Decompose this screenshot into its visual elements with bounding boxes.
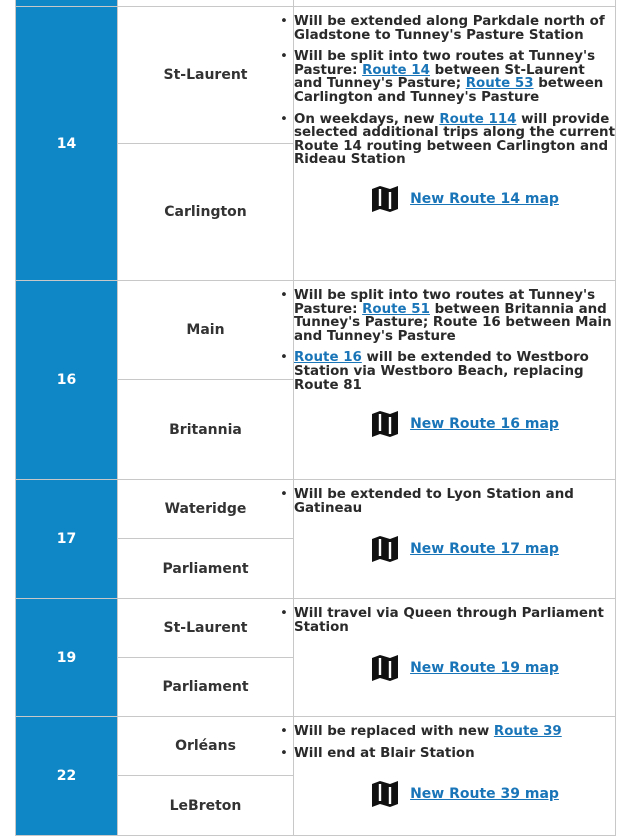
change-text: On weekdays, new bbox=[294, 111, 440, 127]
change-text: between Britannia and Tunney's Pasture; Route 16 between Main and Tunney's Pasture bbox=[294, 301, 612, 344]
table-row bbox=[16, 480, 616, 539]
change-item bbox=[294, 607, 615, 634]
description-cell bbox=[294, 599, 616, 717]
route-link[interactable]: Route 114 bbox=[439, 111, 517, 127]
change-list bbox=[294, 289, 615, 392]
terminal-cell: Wateridge bbox=[118, 480, 294, 539]
change-item bbox=[294, 351, 615, 392]
terminal-cell: Britannia bbox=[118, 380, 294, 480]
change-item bbox=[294, 289, 615, 343]
change-list bbox=[294, 488, 615, 515]
table-row bbox=[16, 599, 616, 658]
map-icon bbox=[370, 185, 400, 213]
change-list bbox=[294, 607, 615, 634]
change-item bbox=[294, 50, 615, 104]
map-icon bbox=[370, 410, 400, 438]
change-text: Will be extended along Parkdale north of Gladstone to Tunney's Pasture Station bbox=[294, 14, 605, 43]
terminal-cell: Parliament bbox=[118, 658, 294, 717]
route-number-cell: 17 bbox=[16, 480, 118, 599]
table-row bbox=[16, 717, 616, 776]
change-item bbox=[294, 747, 615, 761]
route-number-cell: 14 bbox=[16, 7, 118, 281]
terminal-cell: Carlington bbox=[118, 144, 294, 281]
change-list bbox=[294, 15, 615, 167]
change-text: will be extended to Westboro Station via Westboro Beach, replacing Route 81 bbox=[294, 350, 589, 393]
change-text: between St-Laurent and Tunney's Pasture; bbox=[294, 62, 585, 92]
map-link-row bbox=[314, 535, 615, 563]
change-text: Will be split into two routes at Tunney's Pasture: bbox=[294, 49, 596, 78]
change-text: Will end at Blair Station bbox=[294, 745, 475, 761]
change-item bbox=[294, 725, 615, 739]
route-number-cell: 16 bbox=[16, 281, 118, 480]
change-item bbox=[294, 488, 615, 515]
route-map-link[interactable]: New Route 17 map bbox=[410, 541, 559, 558]
change-text: Will travel via Queen through Parliament Station bbox=[294, 606, 604, 635]
route-link[interactable]: Route 53 bbox=[465, 76, 534, 92]
change-text: Will be split into two routes at Tunney's Pasture: bbox=[294, 288, 596, 317]
route-number-cell: 19 bbox=[16, 599, 118, 717]
description-cell bbox=[294, 7, 616, 281]
change-text: will provide selected additional trips along the current Route 14 routing between Carlington and Rideau Station bbox=[294, 111, 615, 168]
route-changes-table bbox=[15, 0, 616, 836]
route-number-cell: 22 bbox=[16, 717, 118, 836]
route-link[interactable]: Route 16 bbox=[294, 350, 362, 366]
change-text: Will be extended to Lyon Station and Gatineau bbox=[294, 487, 574, 516]
description-cell bbox=[294, 717, 616, 836]
table-row bbox=[16, 281, 616, 380]
route-map-link[interactable]: New Route 39 map bbox=[410, 786, 559, 803]
change-item bbox=[294, 113, 615, 167]
terminal-cell: Orléans bbox=[118, 717, 294, 776]
map-icon bbox=[370, 780, 400, 808]
change-list bbox=[294, 725, 615, 760]
description-cell bbox=[294, 480, 616, 599]
route-link[interactable]: Route 39 bbox=[493, 724, 562, 739]
map-link-row bbox=[314, 780, 615, 808]
map-link-row bbox=[314, 654, 615, 682]
table-row bbox=[16, 7, 616, 144]
change-text: Will be replaced with new bbox=[294, 724, 494, 739]
terminal-cell: Parliament bbox=[118, 539, 294, 599]
map-icon bbox=[370, 654, 400, 682]
map-icon bbox=[370, 535, 400, 563]
description-cell bbox=[294, 281, 616, 480]
route-map-link[interactable]: New Route 16 map bbox=[410, 416, 559, 433]
terminal-cell: LeBreton bbox=[118, 776, 294, 836]
route-link[interactable]: Route 14 bbox=[362, 62, 430, 78]
map-link-row bbox=[314, 185, 615, 213]
terminal-cell: St-Laurent bbox=[118, 599, 294, 658]
route-link[interactable]: Route 51 bbox=[362, 301, 430, 317]
route-map-link[interactable]: New Route 14 map bbox=[410, 190, 559, 207]
map-link-row bbox=[314, 410, 615, 438]
route-map-link[interactable]: New Route 19 map bbox=[410, 660, 559, 677]
terminal-cell: Main bbox=[118, 281, 294, 380]
change-text: between Carlington and Tunney's Pasture bbox=[294, 76, 604, 105]
change-item bbox=[294, 15, 615, 42]
terminal-cell: St-Laurent bbox=[118, 7, 294, 144]
